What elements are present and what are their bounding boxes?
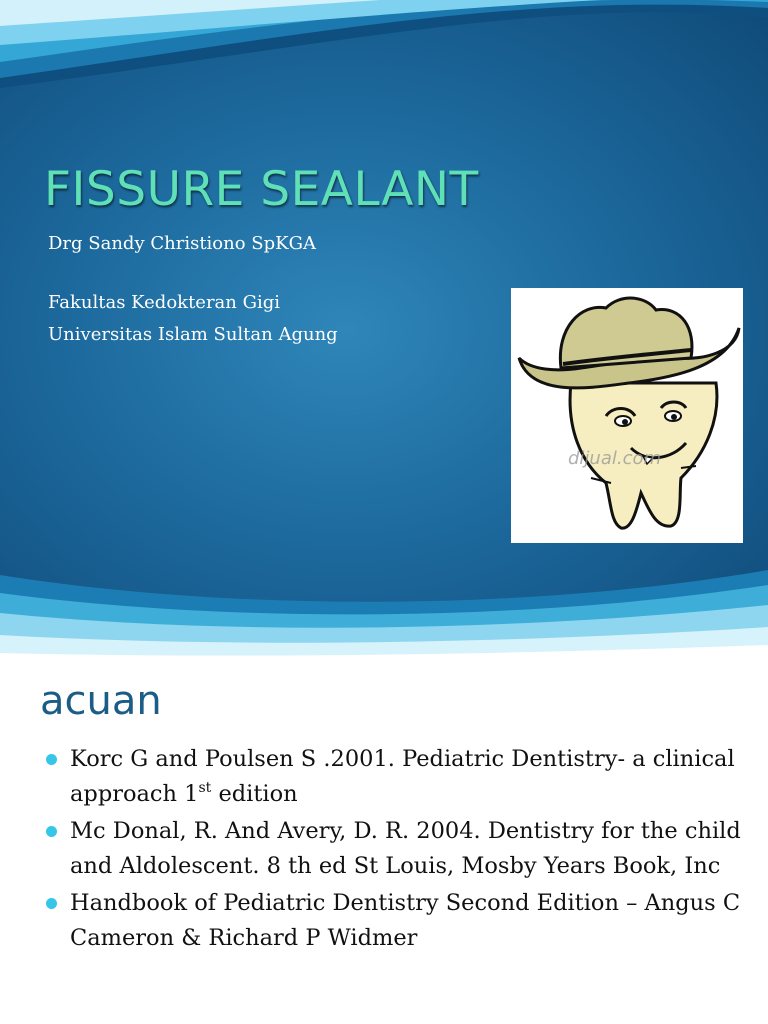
reference-text-tail: edition <box>211 781 298 807</box>
reference-text: Korc G and Poulsen S .2001. Pediatric Dentistry- a clinical approach 1 <box>70 746 735 807</box>
slide-title: FISSURE SEALANT <box>44 162 479 217</box>
author-name: Drg Sandy Christiono SpKGA <box>48 233 316 254</box>
references-title: acuan <box>40 678 162 724</box>
reference-superscript: st <box>198 780 212 796</box>
tooth-cartoon-image <box>511 288 743 543</box>
bullet-icon <box>46 898 57 909</box>
bullet-icon <box>46 754 57 765</box>
image-watermark: dijual.com <box>568 448 662 469</box>
cowboy-tooth-icon <box>511 288 743 543</box>
reference-list <box>46 742 746 958</box>
list-item <box>46 814 746 884</box>
list-item <box>46 742 746 812</box>
bottom-wave-decoration <box>0 565 768 660</box>
faculty-name: Fakultas Kedokteran Gigi <box>48 292 281 313</box>
top-wave-decoration <box>0 0 768 100</box>
bullet-icon <box>46 826 57 837</box>
reference-text: Handbook of Pediatric Dentistry Second Edition – Angus C Cameron & Richard P Widmer <box>70 890 741 951</box>
reference-text: Mc Donal, R. And Avery, D. R. 2004. Dentistry for the child and Aldolescent. 8 th ed St Louis, Mosby Years Book, Inc <box>70 818 741 879</box>
list-item <box>46 886 746 956</box>
references-slide <box>0 660 768 1024</box>
university-name: Universitas Islam Sultan Agung <box>48 324 338 345</box>
